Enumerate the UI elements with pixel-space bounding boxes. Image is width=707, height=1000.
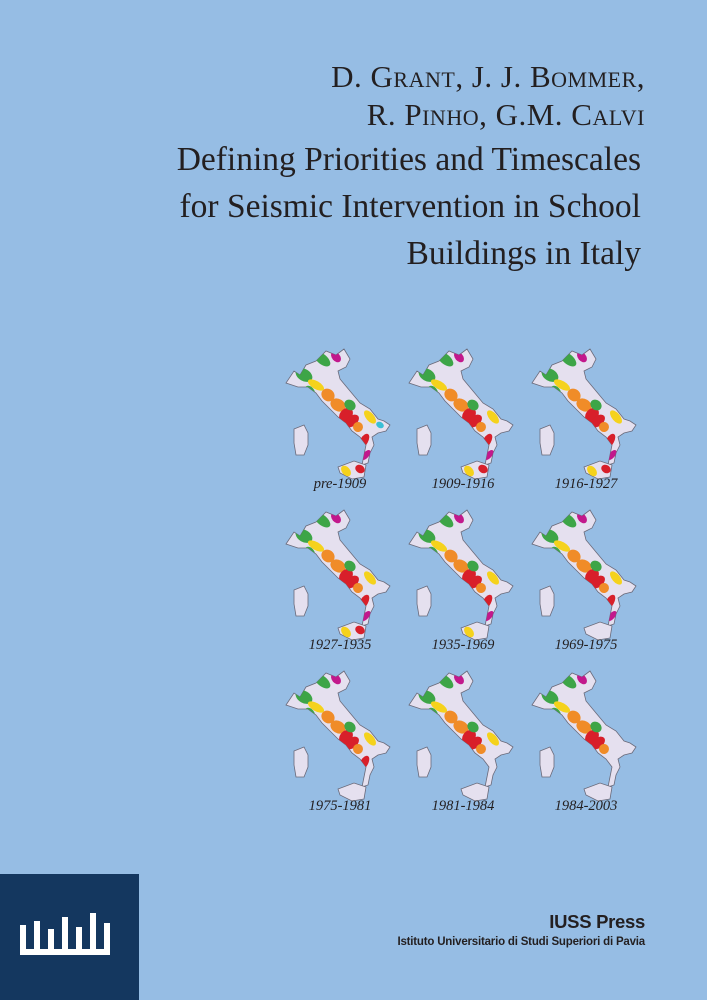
logo-block (0, 874, 139, 1000)
italy-map (280, 506, 400, 644)
sardinia-shape (294, 747, 308, 777)
map-caption: 1935-1969 (431, 637, 495, 653)
sardinia-shape (540, 747, 554, 777)
map-caption: 1927-1935 (308, 637, 372, 653)
sardinia-shape (417, 425, 431, 455)
map-cell-6 (526, 506, 646, 666)
sardinia-shape (294, 586, 308, 616)
map-caption: 1981-1984 (431, 798, 495, 814)
map-caption: pre-1909 (313, 476, 367, 492)
title-line-2: for Seismic Intervention in School (179, 188, 641, 225)
map-cell-9 (526, 667, 646, 827)
seismic-zones (539, 671, 611, 756)
italy-map (526, 667, 646, 805)
italy-map (403, 667, 523, 805)
authors-line-1: D. Grant, J. J. Bommer, (331, 59, 645, 94)
title-line-1: Defining Priorities and Timescales (176, 141, 641, 178)
italy-map (403, 345, 523, 483)
sardinia-shape (540, 586, 554, 616)
iuss-logo-icon (20, 911, 115, 963)
map-cell-3 (526, 345, 646, 505)
map-caption: 1984-2003 (554, 798, 618, 814)
zone-patch (334, 423, 347, 436)
map-cell-4 (280, 506, 400, 666)
map-caption: 1909-1916 (431, 476, 495, 492)
italy-map (526, 345, 646, 483)
publisher-name: IUSS Press (549, 911, 645, 932)
italy-map (403, 506, 523, 644)
map-cell-1 (280, 345, 400, 505)
map-caption: 1975-1981 (308, 798, 372, 814)
publisher-institute: Istituto Universitario di Studi Superiori di Pavia (397, 936, 645, 948)
zone-patch (580, 423, 593, 436)
map-cell-2 (403, 345, 523, 505)
authors-line-2: R. Pinho, G.M. Calvi (366, 97, 645, 132)
italy-map (280, 667, 400, 805)
italy-map (526, 506, 646, 644)
sardinia-shape (294, 425, 308, 455)
map-cell-5 (403, 506, 523, 666)
sardinia-shape (417, 586, 431, 616)
sardinia-shape (417, 747, 431, 777)
zone-patch (457, 423, 470, 436)
map-cell-8 (403, 667, 523, 827)
italy-map (280, 345, 400, 483)
map-cell-7 (280, 667, 400, 827)
sardinia-shape (540, 425, 554, 455)
title-line-3: Buildings in Italy (406, 235, 641, 272)
map-caption: 1916-1927 (554, 476, 618, 492)
map-caption: 1969-1975 (554, 637, 618, 653)
